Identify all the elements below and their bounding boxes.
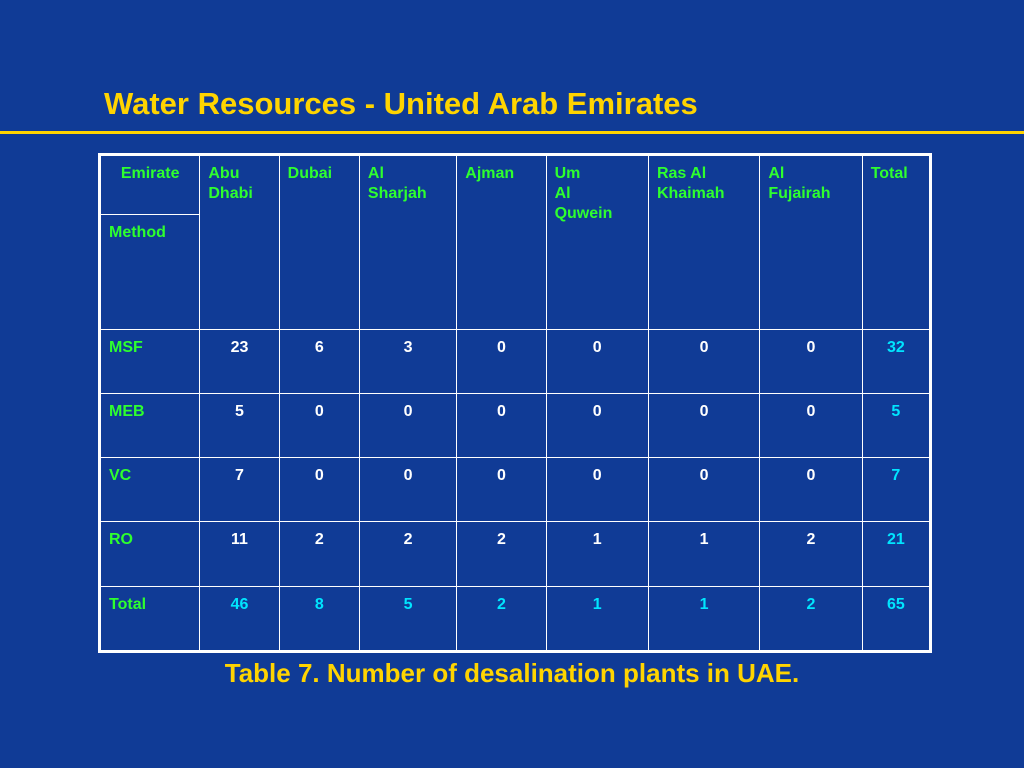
column-header-line: Khaimah <box>656 185 725 202</box>
row-label: RO <box>100 522 200 586</box>
column-total-cell: 2 <box>457 586 546 651</box>
table-cell: 0 <box>760 393 862 457</box>
column-header-line: Dhabi <box>208 185 253 202</box>
column-header-line: Abu <box>208 165 240 182</box>
table-cell: 2 <box>359 522 456 586</box>
table-cell: 0 <box>760 329 862 393</box>
table-row-meb <box>100 393 931 457</box>
row-total-cell: 21 <box>862 522 930 586</box>
column-total-cell: 1 <box>648 586 759 651</box>
row-total-cell: 7 <box>862 458 930 522</box>
row-total-cell: 5 <box>862 393 930 457</box>
column-header-line: Um <box>554 165 581 182</box>
column-header-al-sharjah <box>359 155 456 330</box>
table-cell: 0 <box>546 329 648 393</box>
row-total-cell: 32 <box>862 329 930 393</box>
table-cell: 0 <box>457 458 546 522</box>
column-header-um-al-quwein <box>546 155 648 330</box>
table-cell: 2 <box>457 522 546 586</box>
column-header-line: Al <box>554 185 571 202</box>
column-header-abu-dhabi <box>200 155 279 330</box>
table-cell: 0 <box>546 458 648 522</box>
slide-title: Water Resources - United Arab Emirates <box>104 86 698 121</box>
desalination-table <box>98 153 932 653</box>
row-label: Total <box>100 586 200 651</box>
table-row-total <box>100 586 931 651</box>
table-row-msf <box>100 329 931 393</box>
header-row <box>100 155 931 215</box>
table-cell: 2 <box>279 522 359 586</box>
table-cell: 0 <box>359 393 456 457</box>
table-cell: 3 <box>359 329 456 393</box>
table-cell: 0 <box>648 329 759 393</box>
table-cell: 7 <box>200 458 279 522</box>
table-cell: 23 <box>200 329 279 393</box>
column-total-cell: 5 <box>359 586 456 651</box>
column-header-ajman <box>457 155 546 330</box>
table-cell: 0 <box>648 393 759 457</box>
column-header-ras-al-khaimah <box>648 155 759 330</box>
grand-total-cell: 65 <box>862 586 930 651</box>
row-label: MEB <box>100 393 200 457</box>
table-cell: 5 <box>200 393 279 457</box>
row-label: VC <box>100 458 200 522</box>
title-underline <box>0 131 1024 134</box>
table-cell: 1 <box>648 522 759 586</box>
table-cell: 0 <box>546 393 648 457</box>
column-header-total <box>862 155 930 330</box>
column-total-cell: 46 <box>200 586 279 651</box>
column-total-cell: 1 <box>546 586 648 651</box>
column-header-line: Ras Al <box>656 165 707 182</box>
column-total-cell: 2 <box>760 586 862 651</box>
row-label: MSF <box>100 329 200 393</box>
table-cell: 0 <box>279 458 359 522</box>
column-header-line: Quwein <box>554 205 613 222</box>
table-cell: 0 <box>457 393 546 457</box>
header-corner-emirate: Emirate <box>100 155 200 215</box>
table-caption: Table 7. Number of desalination plants in UAE. <box>224 658 800 688</box>
table-cell: 2 <box>760 522 862 586</box>
column-header-dubai <box>279 155 359 330</box>
table-cell: 0 <box>359 458 456 522</box>
table-cell: 1 <box>546 522 648 586</box>
table-row-ro <box>100 522 931 586</box>
table-cell: 0 <box>760 458 862 522</box>
table-row-vc <box>100 458 931 522</box>
column-header-line: Dubai <box>287 165 333 182</box>
table-cell: 11 <box>200 522 279 586</box>
column-header-line: Sharjah <box>367 185 427 202</box>
column-header-line: Al <box>367 165 384 182</box>
column-total-cell: 8 <box>279 586 359 651</box>
table-cell: 6 <box>279 329 359 393</box>
column-header-line: Total <box>870 165 908 182</box>
table-cell: 0 <box>279 393 359 457</box>
header-corner-method: Method <box>100 215 200 329</box>
column-header-line: Ajman <box>465 165 515 182</box>
column-header-al-fujairah <box>760 155 862 330</box>
table-cell: 0 <box>648 458 759 522</box>
column-header-line: Fujairah <box>768 185 831 202</box>
table-cell: 0 <box>457 329 546 393</box>
column-header-line: Al <box>768 165 785 182</box>
